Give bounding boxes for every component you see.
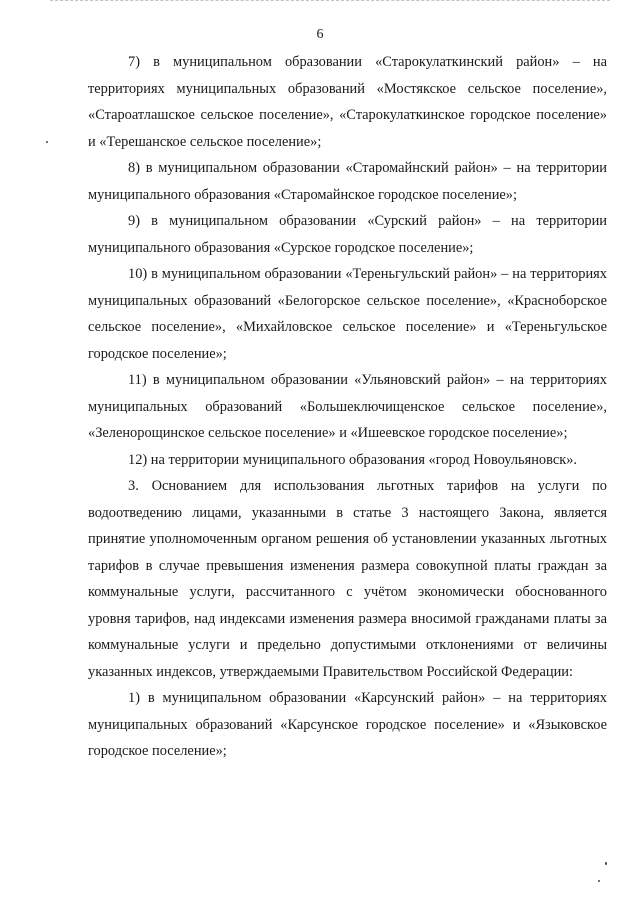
paragraph-item-8: 8) в муниципальном образовании «Старомайнский район» – на территории муниципального образования «Старомайнское городское поселение»;	[88, 160, 607, 203]
paragraph-item-10: 10) в муниципальном образовании «Тереньгульский район» – на территориях муниципальных образований «Белогорское сельское поселение», «Красноборское сельское поселение», «Михайловское сельское поселение» и «Тереньгульское городское поселение»;	[88, 266, 607, 362]
paragraph-item-12: 12) на территории муниципального образования «город Новоульяновск».	[128, 451, 577, 468]
page-number: 6	[316, 27, 324, 42]
scan-speck	[605, 862, 607, 865]
paragraph-subitem-1: 1) в муниципальном образовании «Карсунский район» – на территориях муниципальных образований «Карсунское городское поселение» и «Языковское городское поселение»;	[88, 690, 607, 759]
paragraph-item-11: 11) в муниципальном образовании «Ульяновский район» – на территориях муниципальных образований «Большеключищенское сельское поселение», «Зеленорощинское сельское поселение» и «Ишеевское городское поселение»;	[88, 372, 607, 441]
document-body	[88, 49, 607, 765]
scan-speck	[598, 880, 600, 882]
scan-speck	[46, 141, 48, 143]
scan-edge	[50, 0, 610, 4]
paragraph-item-7: 7) в муниципальном образовании «Старокулаткинский район» – на территориях муниципальных образований «Мостякское сельское поселение», «Староатлашское сельское поселение», «Старокулаткинское городское поселение» и «Терешанское сельское поселение»;	[88, 54, 607, 150]
paragraph-item-9: 9) в муниципальном образовании «Сурский район» – на территории муниципального образования «Сурское городское поселение»;	[88, 213, 607, 256]
paragraph-section-3: 3. Основанием для использования льготных тарифов на услуги по водоотведению лицами, указанными в статье 3 настоящего Закона, является принятие уполномоченным органом решения об установлении указанных льготных тарифов в случае превышения изменения размера совокупной платы граждан за коммунальные услуги, рассчитанного с учётом экономически обоснованного уровня тарифов, над индексами изменения размера вносимой гражданами платы за коммунальные услуги и предельно допустимыми отклонениями от величины указанных индексов, утверждаемыми Правительством Российской Федерации:	[88, 478, 607, 680]
